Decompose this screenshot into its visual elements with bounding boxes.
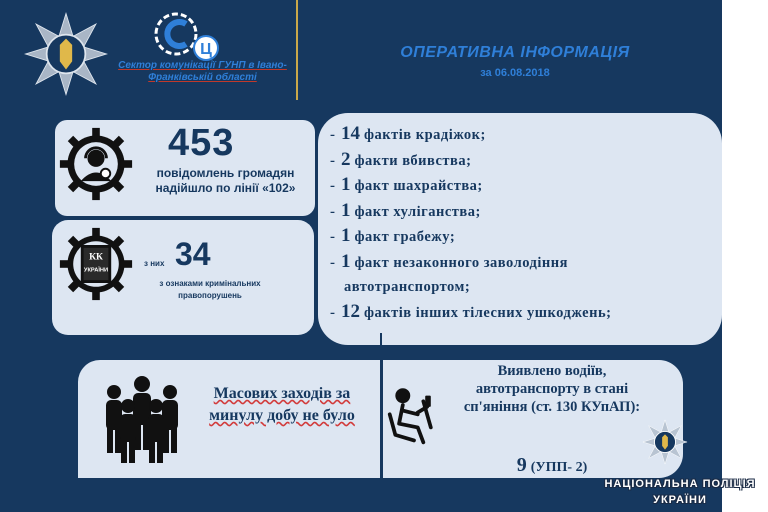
police-star-emblem-icon <box>22 10 110 98</box>
criminal-code-book-icon <box>58 226 134 302</box>
list-item: - 2 факти вбивства; <box>330 148 472 170</box>
page-title: ОПЕРАТИВНА ІНФОРМАЦІЯ <box>400 44 630 61</box>
drivers-detail: (УПП- 2) <box>530 460 588 475</box>
report-date: за 06.08.2018 <box>480 67 550 79</box>
list-item-continuation: автотранспортом; <box>344 279 471 295</box>
header-divider <box>296 0 298 100</box>
list-item: - 1 факт незаконного заволодіння <box>330 250 568 272</box>
footer-brand-line2: УКРАЇНИ <box>653 494 707 506</box>
list-item: - 14 фактів крадіжок; <box>330 123 486 144</box>
crimes-count: 34 <box>175 236 211 272</box>
facts-list <box>330 122 710 325</box>
crowd-icon <box>92 370 192 465</box>
list-item: - 12 фактів інших тілесних ушкоджень; <box>330 300 612 322</box>
drivers-count-line <box>452 454 652 477</box>
call-center-operator-icon <box>58 126 134 202</box>
mass-events-line2: минулу добу не було <box>209 407 355 424</box>
right-margin <box>722 0 768 512</box>
drunk-driver-icon <box>386 386 442 452</box>
list-item: - 1 факт грабежу; <box>330 225 456 246</box>
book-label-bottom: УКРАЇНИ <box>83 267 109 274</box>
footer-brand-line1: НАЦІОНАЛЬНА ПОЛІЦІЯ <box>604 478 756 490</box>
calls-description: повідомлень громадян надійшло по лінії «102» <box>155 166 296 195</box>
footer-brand <box>585 476 768 508</box>
ssc-logo-letter: Ц <box>200 41 212 58</box>
list-item: - 1 факт шахрайства; <box>330 174 483 195</box>
drivers-count: 9 <box>516 454 527 476</box>
police-star-emblem-small-icon <box>641 418 689 466</box>
drivers-description: Виявлено водіїв, автотранспорту в стані сп'яніння (ст. 130 КУпАП): <box>463 363 641 415</box>
mass-events-text <box>192 383 372 427</box>
service-center-logo-icon <box>146 8 236 64</box>
mass-events-line1: Масових заходів за <box>213 385 351 402</box>
list-item: - 1 факт хуліганства; <box>330 199 481 221</box>
department-title: Сектор комунікації ГУНП в Івано-Франківській області <box>118 60 287 83</box>
calls-count: 453 <box>168 122 235 164</box>
section-divider <box>380 333 382 480</box>
book-label-top: КК <box>89 252 103 263</box>
crimes-prefix: з них <box>144 259 165 268</box>
crimes-description: з ознаками кримінальних правопорушень <box>159 279 261 300</box>
